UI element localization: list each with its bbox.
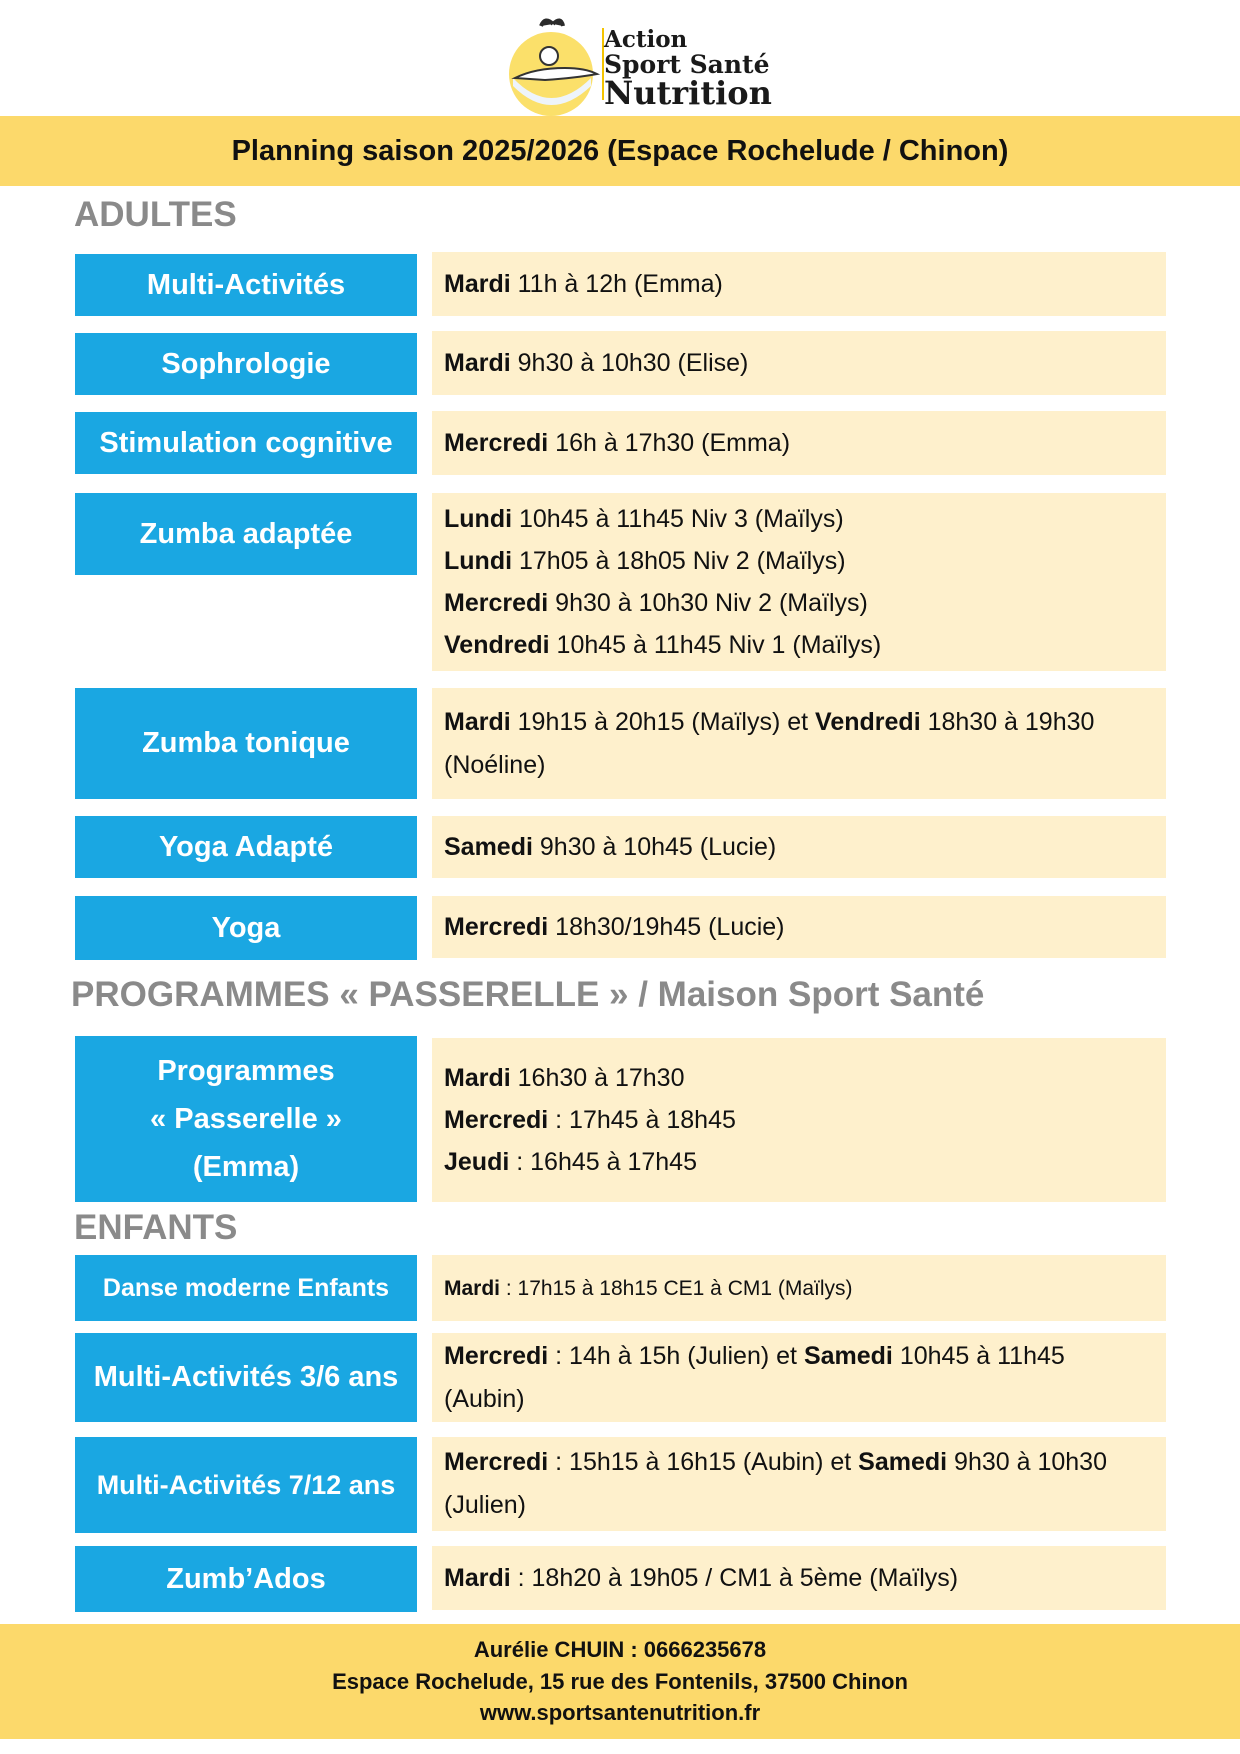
schedule-day: Mercredi: [444, 1106, 549, 1134]
schedule-line: [444, 826, 1166, 869]
activity-stimulation-cognitive: Stimulation cognitive: [75, 412, 417, 474]
footer-contact: Aurélie CHUIN : 0666235678: [473, 1636, 767, 1662]
schedule-day: Mardi: [444, 707, 511, 736]
schedule-yoga: [432, 896, 1166, 958]
schedule-line: [444, 701, 1166, 744]
schedule-time: 16h30 à 17h30: [510, 1064, 685, 1092]
schedule-day: Mardi: [444, 1064, 511, 1092]
schedule-day: Mercredi: [444, 1448, 549, 1476]
activity-passerelle: [75, 1036, 417, 1202]
logo-line-2: Sport Santé: [604, 50, 770, 79]
schedule-sophrologie: [432, 331, 1166, 395]
schedule-day: Mardi: [444, 348, 511, 377]
schedule-time: 18h30 à 19h30: [920, 707, 1095, 736]
schedule-time: 18h30/19h45 (Lucie): [548, 912, 785, 941]
schedule-time: 9h30 à 10h30 Niv 2 (Maïlys): [548, 589, 868, 617]
schedule-day: Vendredi: [444, 631, 550, 659]
schedule-stimulation-cognitive: [432, 411, 1166, 475]
section-adultes: ADULTES: [74, 195, 237, 234]
section-passerelle: PROGRAMMES « PASSERELLE » / Maison Sport Santé: [71, 975, 985, 1014]
activity-name-line: (Emma): [192, 1151, 300, 1183]
activity-yoga-adapte: Yoga Adapté: [75, 816, 417, 878]
schedule-day: Mardi: [444, 269, 511, 298]
footer: [0, 1624, 1240, 1739]
schedule-multi-activites: [432, 252, 1166, 316]
schedule-day: Mercredi: [444, 1341, 549, 1370]
schedule-time: 9h30 à 10h30 (Elise): [510, 348, 749, 377]
activity-multi-activites-7-12: Multi-Activités 7/12 ans: [75, 1437, 417, 1533]
schedule-line: [444, 1267, 1166, 1310]
schedule-day: Vendredi: [815, 707, 921, 736]
schedule-day: Lundi: [444, 547, 513, 575]
schedule-line: [444, 1099, 1166, 1141]
logo-wordmark: [604, 26, 772, 112]
activity-sophrologie: Sophrologie: [75, 333, 417, 395]
schedule-time: : 15h15 à 16h15 (Aubin) et: [548, 1448, 859, 1476]
schedule-line: [444, 342, 1166, 385]
logo-line-1: Action: [604, 26, 688, 53]
activity-name-line: Programmes: [157, 1055, 335, 1087]
schedule-line: [444, 498, 1166, 540]
schedule-line: [444, 1335, 1166, 1378]
activity-multi-activites: Multi-Activités: [75, 254, 417, 316]
schedule-line: [444, 906, 1166, 949]
schedule-time: 10h45 à 11h45 Niv 1 (Maïlys): [549, 631, 882, 659]
schedule-time: (Noéline): [444, 750, 546, 779]
schedule-day: Mercredi: [444, 428, 549, 457]
schedule-time: 11h à 12h (Emma): [510, 269, 723, 298]
schedule-day: Mardi: [444, 1563, 511, 1592]
schedule-time: 17h05 à 18h05 Niv 2 (Maïlys): [512, 547, 846, 575]
schedule-line: [444, 540, 1166, 582]
activity-zumba-tonique: Zumba tonique: [75, 688, 417, 799]
logo-line-3: Nutrition: [604, 74, 772, 112]
schedule-line: [444, 263, 1166, 306]
schedule-day: Mercredi: [444, 589, 549, 617]
schedule-time: : 16h45 à 17h45: [509, 1148, 697, 1176]
schedule-zumba-adaptee: [432, 493, 1166, 671]
title-banner: [0, 116, 1240, 186]
footer-address: Espace Rochelude, 15 rue des Fontenils, 37500 Chinon: [332, 1668, 908, 1694]
schedule-multi-activites-7-12: [432, 1437, 1166, 1531]
schedule-day: Mercredi: [444, 912, 549, 941]
schedule-line: [444, 1557, 1166, 1600]
page-title: Planning saison 2025/2026 (Espace Rochelude / Chinon): [231, 134, 1009, 167]
schedule-time: 19h15 à 20h15 (Maïlys) et: [510, 707, 816, 736]
schedule-line: [444, 1441, 1166, 1484]
footer-website[interactable]: www.sportsantenutrition.fr: [479, 1700, 761, 1726]
schedule-day: Jeudi: [444, 1148, 510, 1176]
schedule-day: Lundi: [444, 505, 513, 533]
schedule-line: [444, 582, 1166, 624]
schedule-day: Samedi: [803, 1341, 893, 1370]
schedule-line: [444, 1378, 1166, 1421]
schedule-line: [444, 1141, 1166, 1183]
activity-zumbados: Zumb’Ados: [75, 1546, 417, 1612]
schedule-time: : 17h45 à 18h45: [548, 1106, 736, 1134]
schedule-line: [444, 1484, 1166, 1527]
schedule-time: : 14h à 15h (Julien) et: [548, 1341, 804, 1370]
schedule-time: (Julien): [444, 1491, 526, 1519]
schedule-danse-moderne: [432, 1255, 1166, 1321]
schedule-passerelle: [432, 1038, 1166, 1202]
schedule-line: [444, 744, 1166, 787]
schedule-time: 9h30 à 10h45 (Lucie): [532, 832, 777, 861]
schedule-line: [444, 624, 1166, 666]
schedule-time: : 18h20 à 19h05 / CM1 à 5ème (Maïlys): [510, 1563, 959, 1592]
schedule-day: Mardi: [444, 1276, 501, 1300]
schedule-line: [444, 1057, 1166, 1099]
schedule-time: : 17h15 à 18h15 CE1 à CM1 (Maïlys): [500, 1276, 853, 1300]
schedule-time: 10h45 à 11h45: [892, 1341, 1065, 1370]
schedule-multi-activites-3-6: [432, 1333, 1166, 1422]
schedule-yoga-adapte: [432, 816, 1166, 878]
activity-zumba-adaptee: Zumba adaptée: [75, 493, 417, 575]
schedule-time: 9h30 à 10h30: [947, 1448, 1107, 1476]
activity-danse-moderne: Danse moderne Enfants: [75, 1255, 417, 1321]
section-enfants: ENFANTS: [74, 1208, 238, 1247]
schedule-time: 10h45 à 11h45 Niv 3 (Maïlys): [512, 505, 844, 533]
schedule-zumbados: [432, 1546, 1166, 1610]
schedule-day: Samedi: [444, 832, 533, 861]
schedule-zumba-tonique: [432, 688, 1166, 799]
schedule-time: (Aubin): [444, 1384, 525, 1413]
logo-icon: [505, 16, 601, 116]
schedule-line: [444, 422, 1166, 465]
schedule-day: Samedi: [858, 1448, 948, 1476]
activity-multi-activites-3-6: Multi-Activités 3/6 ans: [75, 1333, 417, 1422]
schedule-time: 16h à 17h30 (Emma): [548, 428, 791, 457]
activity-name-line: « Passerelle »: [150, 1103, 342, 1135]
activity-yoga: Yoga: [75, 896, 417, 960]
